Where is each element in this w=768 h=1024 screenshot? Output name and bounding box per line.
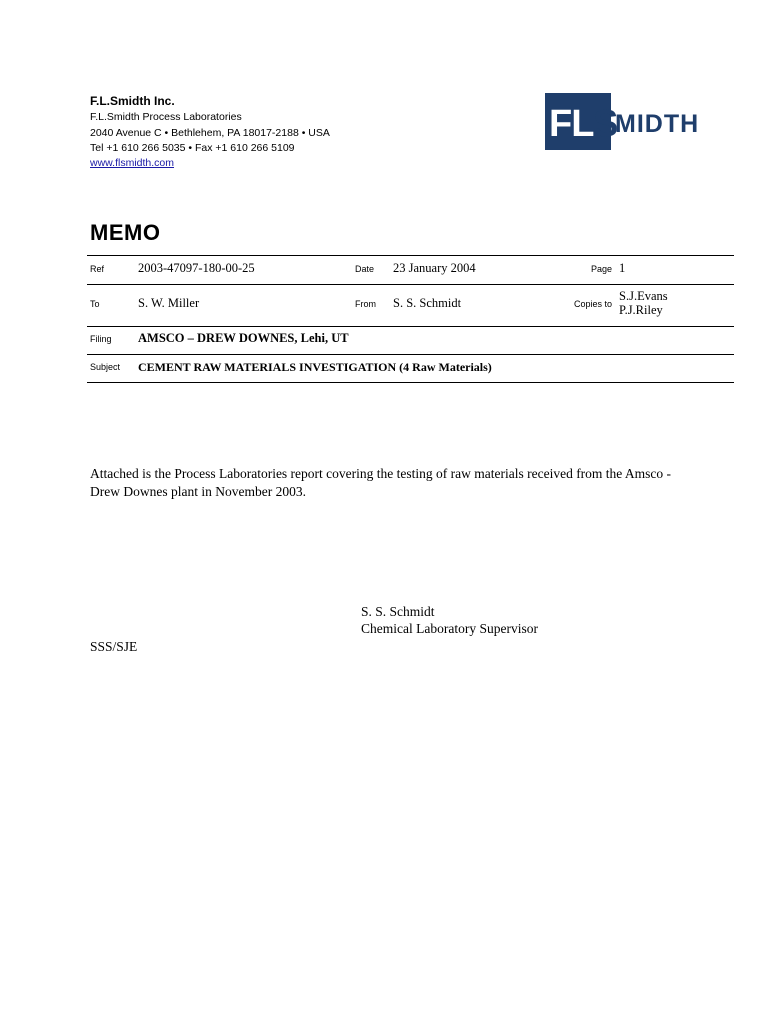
ref-label: Ref: [90, 264, 105, 274]
signature-name: S. S. Schmidt: [361, 604, 435, 619]
svg-text:FL: FL: [549, 103, 594, 145]
copies-label: Copies to: [574, 299, 613, 309]
company-name: F.L.Smidth Inc.: [90, 94, 175, 108]
to-label: To: [90, 299, 100, 309]
page-value: 1: [619, 261, 626, 275]
date-value: 23 January 2004: [393, 261, 476, 275]
address-line-street: 2040 Avenue C • Bethlehem, PA 18017-2188 • USA: [90, 127, 330, 139]
website-link[interactable]: www.flsmidth.com: [90, 157, 175, 169]
table-rule: [87, 354, 734, 355]
filing-value: AMSCO – DREW DOWNES, Lehi, UT: [138, 331, 349, 345]
svg-text:S: S: [593, 103, 619, 145]
date-label: Date: [355, 264, 375, 274]
signature-title: Chemical Laboratory Supervisor: [361, 621, 538, 636]
reference-initials: SSS/SJE: [90, 639, 138, 654]
table-rule: [87, 284, 734, 285]
table-rule: [87, 326, 734, 327]
memo-title: MEMO: [90, 220, 161, 245]
body-paragraph: Attached is the Process Laboratories report covering the testing of raw materials received from the Amsco - Drew Downes plant in November 2003.: [90, 466, 672, 499]
from-value: S. S. Schmidt: [393, 296, 462, 310]
page-label: Page: [591, 264, 613, 274]
table-rule-bottom: [87, 382, 734, 383]
copies-value-2: P.J.Riley: [619, 303, 663, 317]
subject-label: Subject: [90, 362, 121, 372]
svg-text:MIDTH: MIDTH: [615, 110, 700, 138]
to-value: S. W. Miller: [138, 296, 200, 310]
table-rule-top: [87, 255, 734, 256]
flsmidth-logo: [545, 93, 735, 150]
ref-value: 2003-47097-180-00-25: [138, 261, 255, 275]
address-line-phone: Tel +1 610 266 5035 • Fax +1 610 266 5109: [90, 142, 295, 154]
subject-value: CEMENT RAW MATERIALS INVESTIGATION (4 Raw Materials): [138, 360, 492, 374]
from-label: From: [355, 299, 376, 309]
filing-label: Filing: [90, 334, 112, 344]
address-line-lab: F.L.Smidth Process Laboratories: [90, 111, 242, 123]
copies-value-1: S.J.Evans: [619, 289, 668, 303]
